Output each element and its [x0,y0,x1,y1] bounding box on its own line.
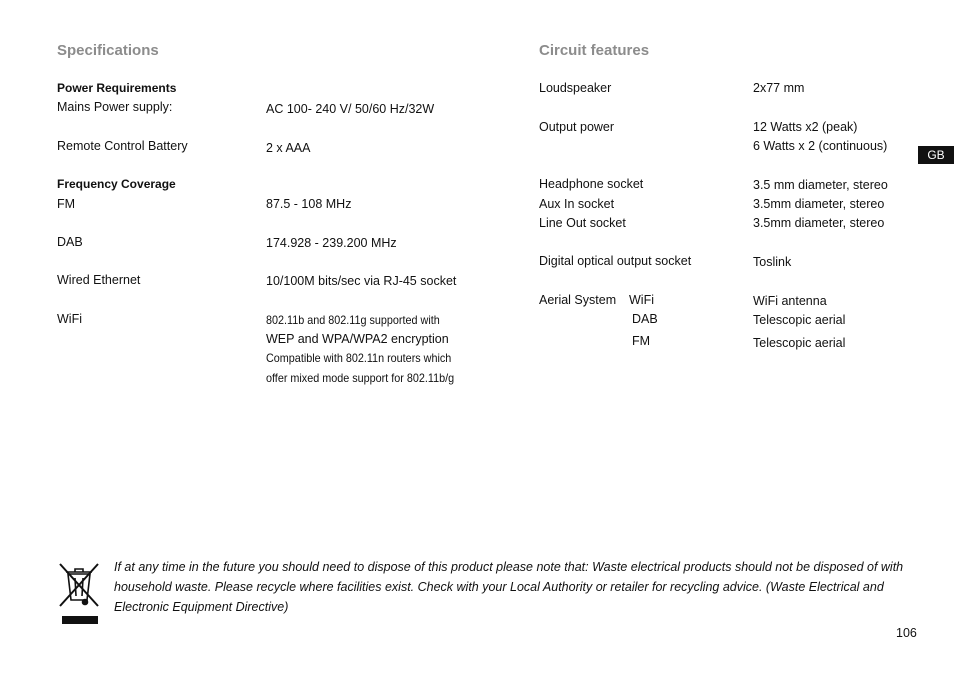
line-out-socket-label: Line Out socket [539,216,626,230]
wired-ethernet-value: 10/100M bits/sec via RJ-45 socket [266,274,457,288]
remote-battery-value: 2 x AAA [266,141,311,155]
aerial-wifi-label: WiFi [629,293,654,307]
frequency-coverage-subheading: Frequency Coverage [57,177,176,191]
power-requirements-subheading: Power Requirements [57,81,177,95]
aerial-system-label: Aerial System [539,293,617,307]
wired-ethernet-label: Wired Ethernet [57,273,141,287]
crossed-out-wheelie-bin-icon [58,562,100,626]
fm-value: 87.5 - 108 MHz [266,197,352,211]
circuit-features-heading: Circuit features [539,42,650,59]
mains-power-value: AC 100- 240 V/ 50/60 Hz/32W [266,102,435,116]
headphone-socket-label: Headphone socket [539,177,644,191]
aerial-fm-label: FM [632,334,651,348]
output-power-continuous-value: 6 Watts x 2 (continuous) [753,139,888,153]
wifi-label: WiFi [57,312,82,326]
aux-in-socket-value: 3.5mm diameter, stereo [753,197,885,211]
disposal-notice: If at any time in the future you should need to dispose of this product please note that: Waste electrical products should not be disposed of with household waste. Please recycle where facilities exist. Check with your Local Authority or retailer for recycling advice. (Waste Electrical and Electronic Equipment Directive) [114,560,904,614]
output-power-peak-value: 12 Watts x2 (peak) [753,120,858,134]
page-number: 106 [896,626,917,640]
aux-in-socket-label: Aux In socket [539,197,615,211]
wifi-value-line-4: offer mixed mode support for 802.11b/g [266,371,455,385]
wifi-value-line-2: WEP and WPA/WPA2 encryption [266,332,449,346]
aerial-dab-label: DAB [632,312,658,326]
headphone-socket-value: 3.5 mm diameter, stereo [753,178,888,192]
dab-value: 174.928 - 239.200 MHz [266,236,397,250]
wifi-value-line-3: Compatible with 802.11n routers which [266,351,452,365]
loudspeaker-label: Loudspeaker [539,81,612,95]
wifi-value-line-1: 802.11b and 802.11g supported with [266,313,440,327]
output-power-label: Output power [539,120,615,134]
loudspeaker-value: 2x77 mm [753,81,805,95]
specifications-heading: Specifications [57,42,159,59]
mains-power-label: Mains Power supply: [57,100,173,114]
line-out-socket-value: 3.5mm diameter, stereo [753,216,885,230]
optical-output-value: Toslink [753,255,792,269]
aerial-wifi-value: WiFi antenna [753,294,827,308]
aerial-fm-value: Telescopic aerial [753,336,846,350]
language-tab-gb: GB [918,146,954,164]
aerial-dab-value: Telescopic aerial [753,313,846,327]
fm-label: FM [57,197,76,211]
optical-output-label: Digital optical output socket [539,254,692,268]
remote-battery-label: Remote Control Battery [57,139,188,153]
dab-label: DAB [57,235,83,249]
